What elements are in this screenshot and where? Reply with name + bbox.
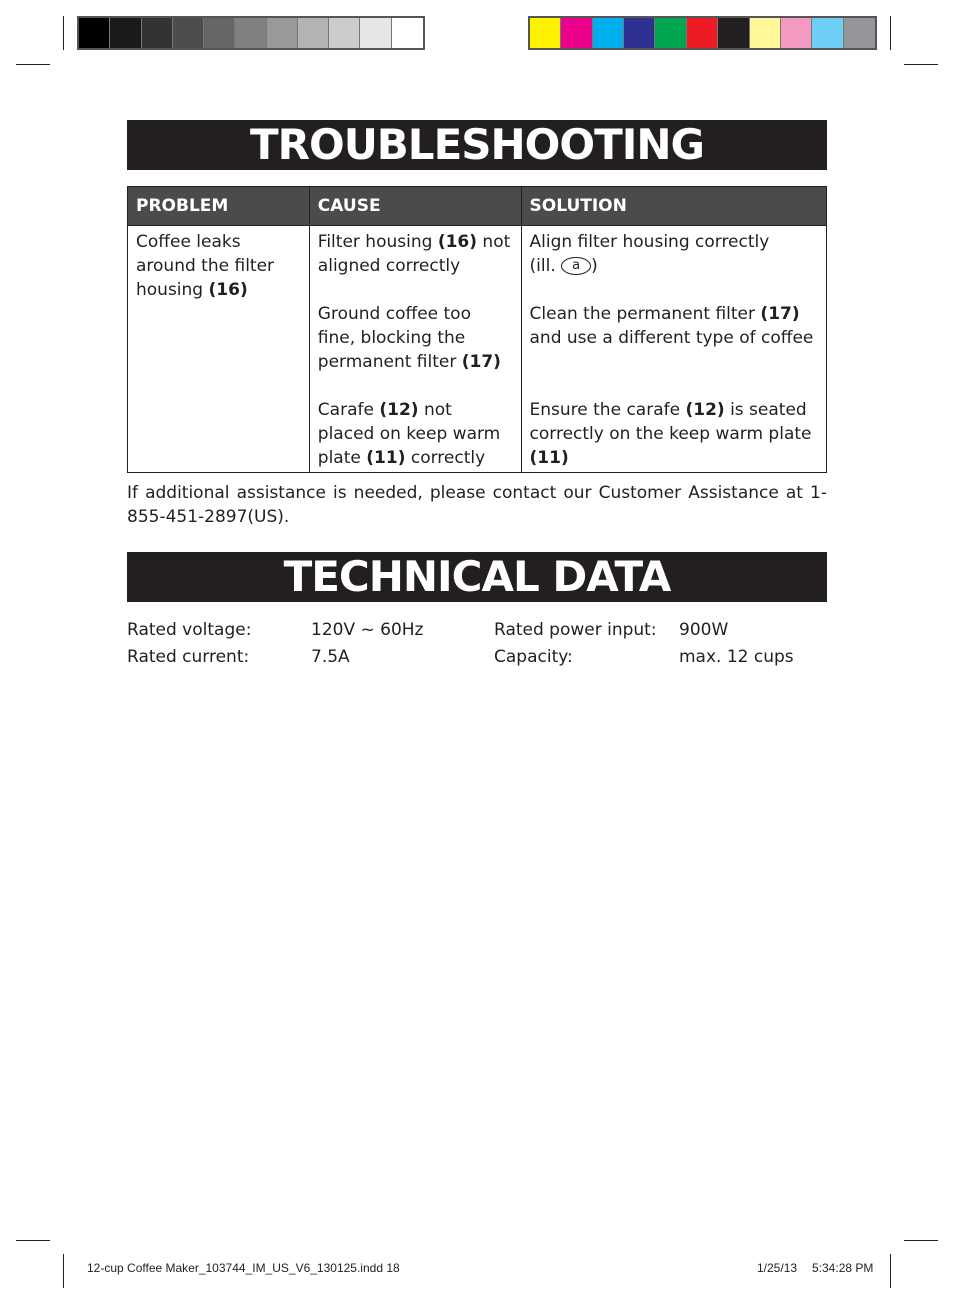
solution-text: and use a different type of coffee <box>529 328 814 348</box>
crop-mark <box>63 1254 64 1288</box>
color-swatch <box>298 18 329 48</box>
table-row <box>128 226 827 473</box>
spec-value: 900W <box>679 620 729 640</box>
crop-mark <box>890 1254 891 1288</box>
spec-label: Capacity: <box>494 647 573 667</box>
problem-text: Coffee leaks around the filter housing <box>136 232 275 300</box>
color-calibration-bar <box>528 16 877 50</box>
color-swatch <box>687 18 718 48</box>
cause-text: Filter housing <box>317 232 438 252</box>
cause-text: not aligned correctly <box>317 232 511 276</box>
color-swatch <box>593 18 624 48</box>
color-swatch <box>173 18 204 48</box>
cause-item <box>318 302 513 374</box>
header-cause: CAUSE <box>309 187 521 226</box>
footer-time: 5:34:28 PM <box>812 1261 874 1275</box>
cause-ref: (17) <box>461 352 501 372</box>
assistance-note: If additional assistance is needed, please contact our Customer Assistance at 1-855-451-2897(US). <box>127 483 827 527</box>
solution-ref: (11) <box>529 448 569 468</box>
cause-item <box>318 398 513 470</box>
crop-mark <box>904 1240 938 1241</box>
crop-mark <box>63 16 64 50</box>
spec-label: Rated power input: <box>494 620 657 640</box>
color-swatch <box>624 18 655 48</box>
cause-ref: (12) <box>379 400 419 420</box>
header-problem: PROBLEM <box>128 187 310 226</box>
solution-text: is seated correctly on the keep warm plate <box>529 400 812 444</box>
footer-file-name: 12-cup Coffee Maker_103744_IM_US_V6_130125.indd 18 <box>87 1261 400 1275</box>
color-swatch <box>142 18 173 48</box>
cause-text: not placed on keep warm plate <box>317 400 501 468</box>
solution-ref: (17) <box>760 304 800 324</box>
solution-text: Ensure the carafe <box>529 400 686 420</box>
spec-value: max. 12 cups <box>679 647 794 667</box>
cause-item <box>318 230 513 278</box>
color-swatch <box>360 18 391 48</box>
color-swatch <box>750 18 781 48</box>
solution-text: ) <box>591 256 598 276</box>
solution-item <box>530 398 818 470</box>
solution-item <box>530 230 818 278</box>
crop-mark <box>890 16 891 50</box>
color-swatch <box>718 18 749 48</box>
spec-label: Rated current: <box>127 647 250 667</box>
color-swatch <box>844 18 875 48</box>
color-swatch <box>267 18 298 48</box>
cause-text: Ground coffee too fine, blocking the permanent filter <box>317 304 471 372</box>
problem-ref: (16) <box>208 280 248 300</box>
crop-mark <box>16 1240 50 1241</box>
footer-date: 1/25/13 <box>757 1261 798 1275</box>
color-swatch <box>812 18 843 48</box>
table-header-row <box>128 187 827 226</box>
cause-ref: (11) <box>366 448 406 468</box>
illustration-ref-icon: a <box>561 257 591 275</box>
grayscale-calibration-bar <box>77 16 425 50</box>
color-swatch <box>79 18 110 48</box>
color-swatch <box>655 18 686 48</box>
solution-item <box>530 302 818 350</box>
color-swatch <box>235 18 266 48</box>
color-swatch <box>204 18 235 48</box>
color-swatch <box>781 18 812 48</box>
solution-text: (ill. <box>529 256 562 276</box>
spec-value: 7.5A <box>311 647 350 667</box>
cause-cell <box>309 226 521 473</box>
cause-text: Carafe <box>317 400 380 420</box>
technical-data-title: TECHNICAL DATA <box>127 552 827 602</box>
solution-text: Clean the permanent filter <box>529 304 761 324</box>
solution-ref: (12) <box>685 400 725 420</box>
cause-ref: (16) <box>437 232 478 252</box>
color-swatch <box>530 18 561 48</box>
cause-text: correctly <box>405 448 486 468</box>
solution-text: Align filter housing correctly <box>529 232 770 252</box>
header-solution: SOLUTION <box>521 187 826 226</box>
color-swatch <box>110 18 141 48</box>
troubleshooting-table <box>127 186 827 473</box>
problem-cell <box>128 226 310 473</box>
color-swatch <box>329 18 360 48</box>
solution-cell <box>521 226 826 473</box>
crop-mark <box>904 64 938 65</box>
spec-label: Rated voltage: <box>127 620 252 640</box>
color-swatch <box>561 18 592 48</box>
spec-value: 120V ~ 60Hz <box>311 620 424 640</box>
crop-mark <box>16 64 50 65</box>
troubleshooting-title: TROUBLESHOOTING <box>127 120 827 170</box>
color-swatch <box>392 18 423 48</box>
